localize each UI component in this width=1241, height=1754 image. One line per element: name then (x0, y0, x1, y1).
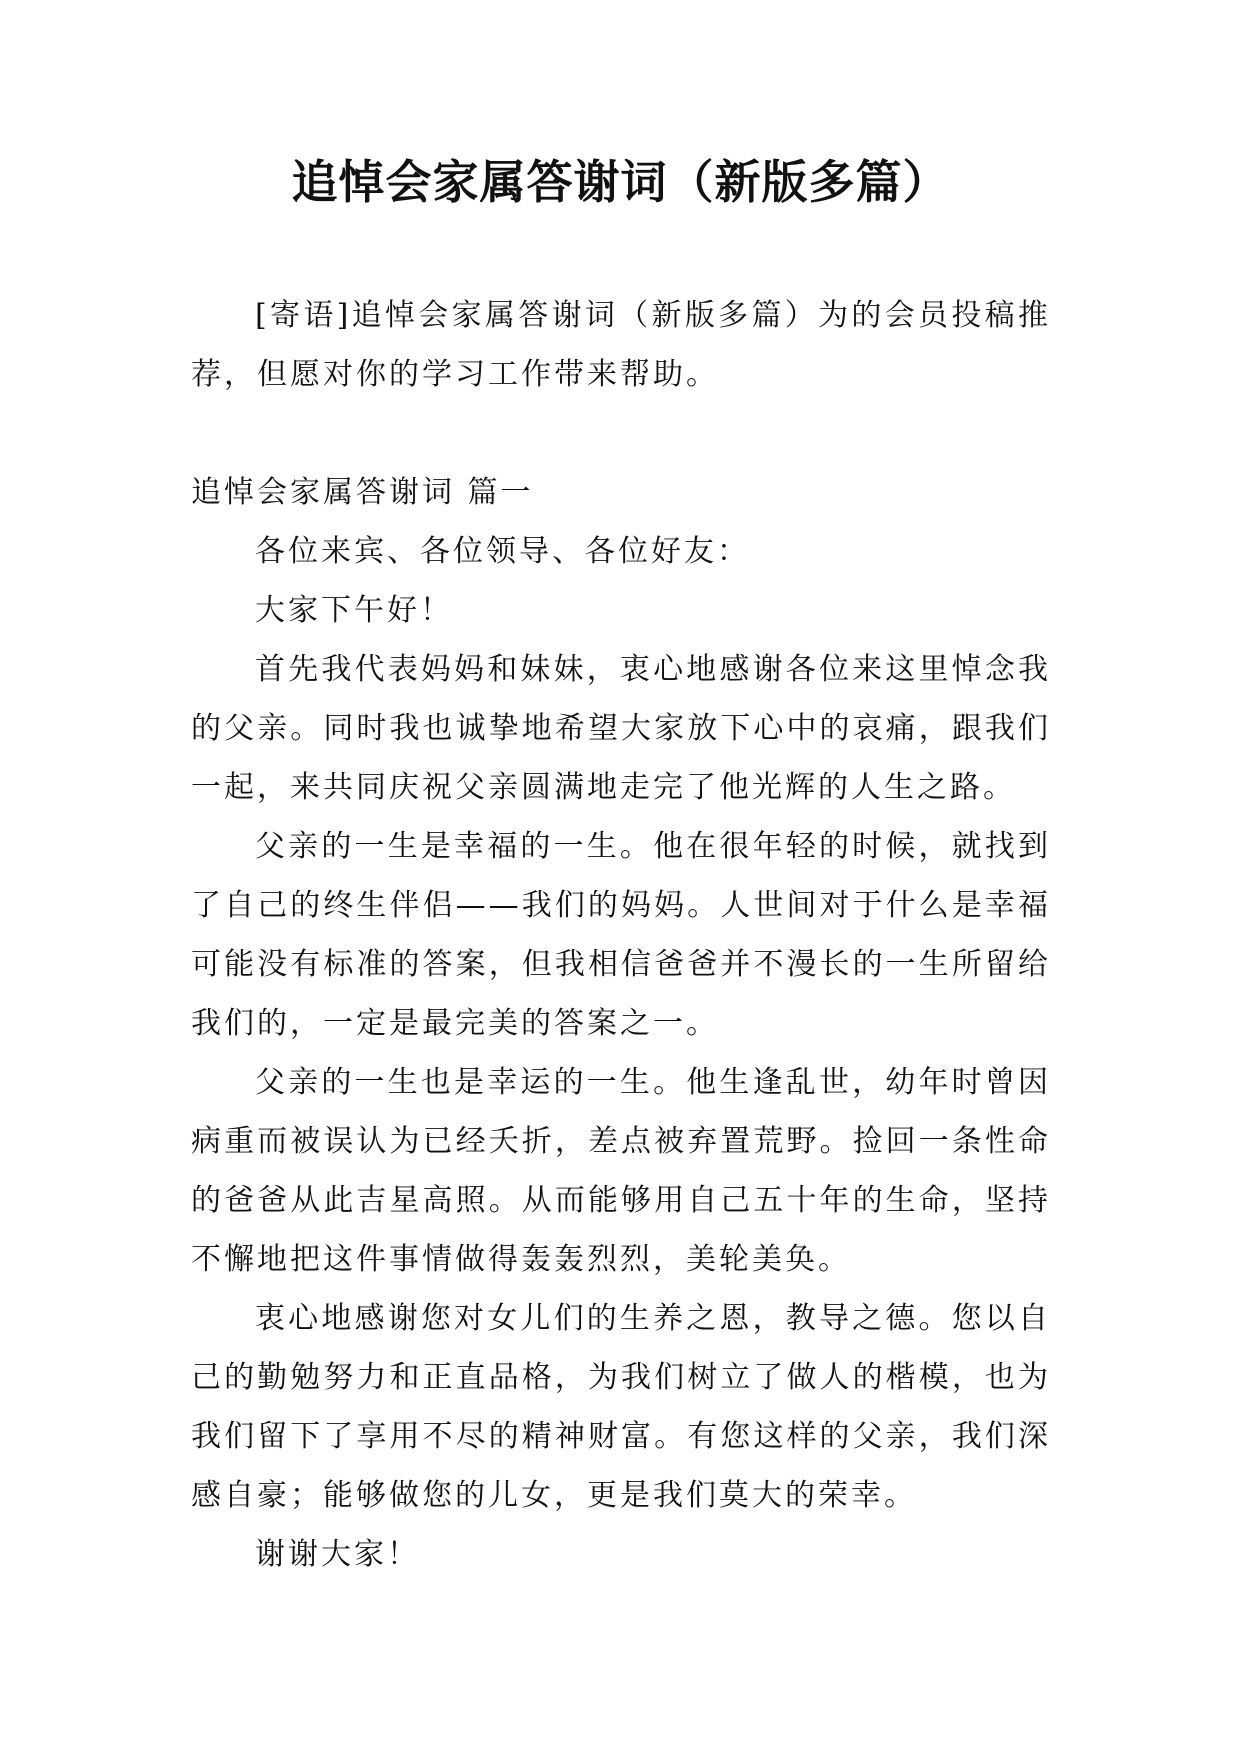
section-heading: 追悼会家属答谢词 篇一 (191, 475, 534, 510)
body-paragraph: 衷心地感谢您对女儿们的生养之恩，教导之德。您以自己的勤勉努力和正直品格，为我们树立了做人的楷模，也为我们留下了享用不尽的精神财富。有您这样的父亲，我们深感自豪；能够做您的儿女，更是我们莫大的荣幸。 (191, 1301, 1051, 1513)
salutation-paragraph: 各位来宾、各位领导、各位好友： (255, 534, 750, 569)
closing-paragraph: 谢谢大家！ (255, 1537, 420, 1572)
body-paragraph: 父亲的一生是幸福的一生。他在很年轻的时候，就找到了自己的终生伴侣——我们的妈妈。人世间对于什么是幸福可能没有标准的答案，但我相信爸爸并不漫长的一生所留给我们的，一定是最完美的答案之一。 (191, 829, 1051, 1041)
greeting-paragraph: 大家下午好！ (255, 593, 453, 628)
intro-paragraph: [寄语]追悼会家属答谢词（新版多篇）为的会员投稿推荐，但愿对你的学习工作带来帮助。 (191, 298, 1051, 392)
spacer (191, 404, 1051, 463)
document-title: 追悼会家属答谢词（新版多篇） (291, 155, 950, 209)
document-body (191, 286, 1051, 1584)
body-paragraph: 首先我代表妈妈和妹妹，衷心地感谢各位来这里悼念我的父亲。同时我也诚挚地希望大家放下心中的哀痛，跟我们一起，来共同庆祝父亲圆满地走完了他光辉的人生之路。 (191, 652, 1051, 805)
body-paragraph: 父亲的一生也是幸运的一生。他生逢乱世，幼年时曾因病重而被误认为已经夭折，差点被弃置荒野。捡回一条性命的爸爸从此吉星高照。从而能够用自己五十年的生命，坚持不懈地把这件事情做得轰轰烈烈，美轮美奂。 (191, 1065, 1051, 1277)
